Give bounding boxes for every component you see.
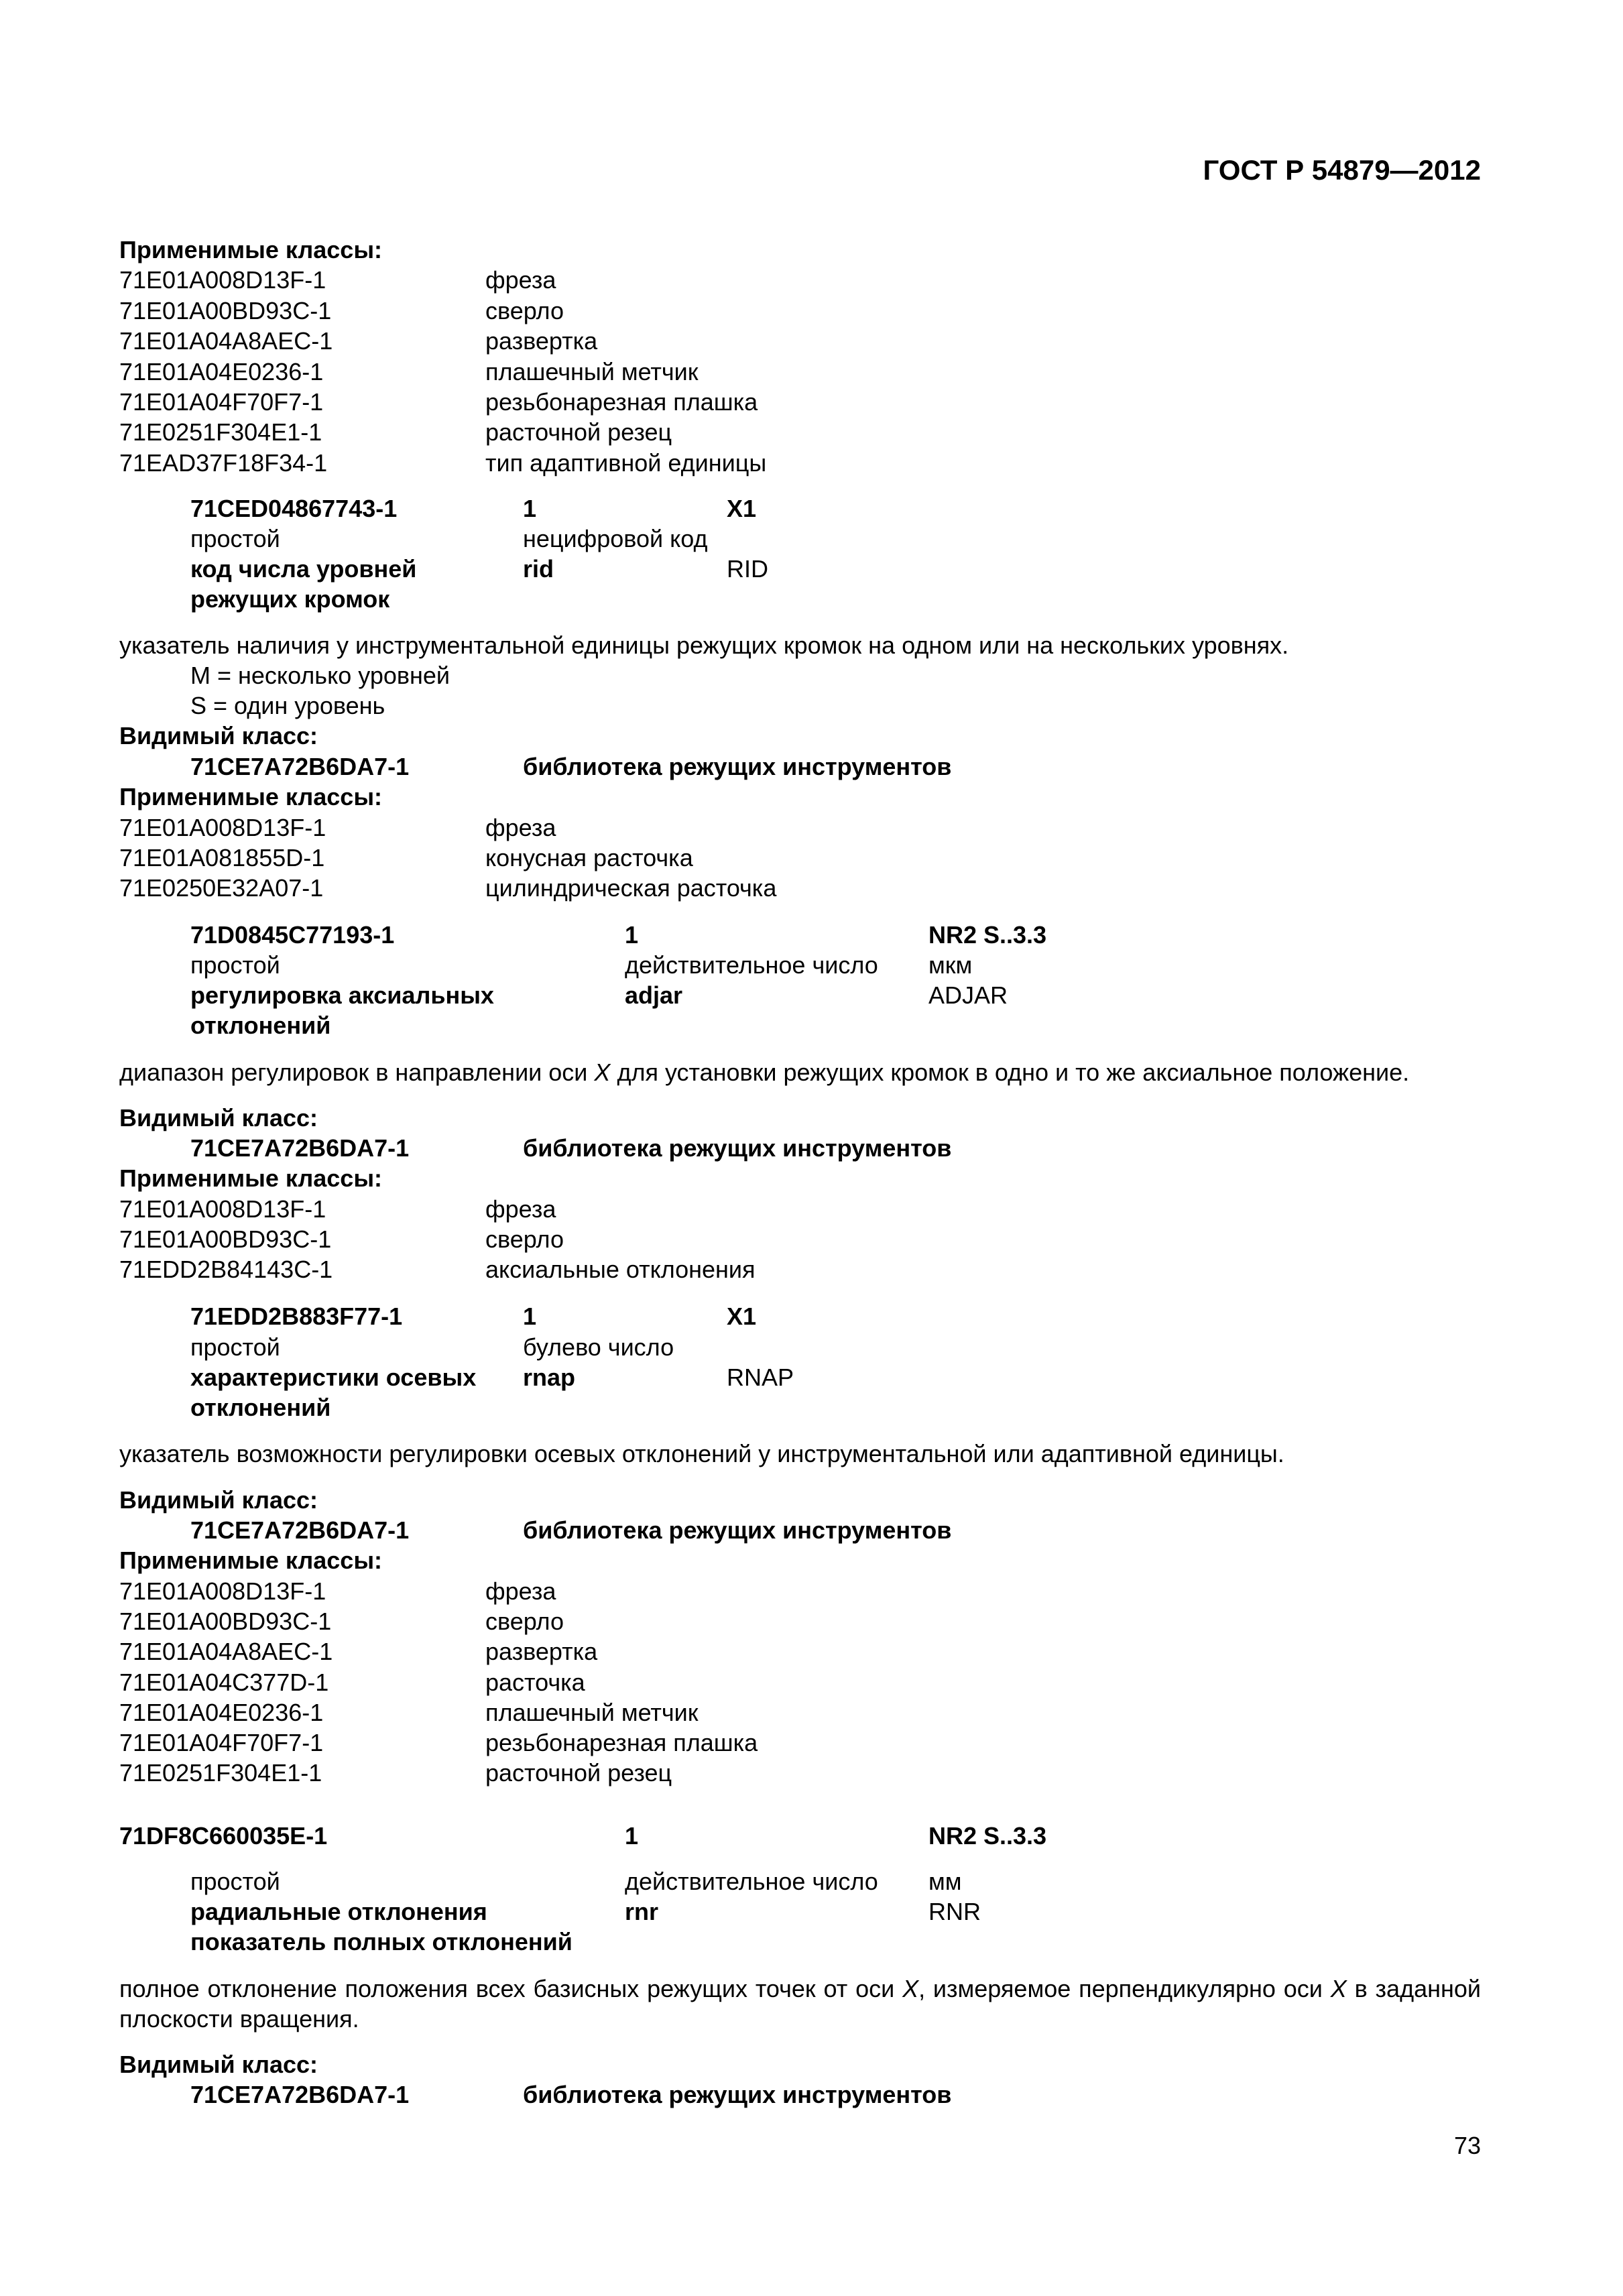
class-name: сверло: [485, 297, 564, 324]
property-datatype: нецифровой код: [523, 525, 708, 552]
class-code: 71E01A04C377D-1: [119, 1669, 329, 1696]
property-name-cont: режущих кромок: [190, 585, 390, 613]
class-name: расточной резец: [485, 1759, 672, 1787]
axis-variable: X: [902, 1975, 919, 2002]
visible-class-name: библиотека режущих инструментов: [523, 1516, 952, 1544]
description-text: в заданной плоскости вращения.: [119, 1975, 1482, 2033]
property-kind: простой: [190, 1868, 280, 1895]
class-name: фреза: [485, 814, 556, 841]
class-name: резьбонарезная плашка: [485, 388, 758, 416]
class-code: 71E01A04F70F7-1: [119, 1729, 324, 1756]
class-name: развертка: [485, 327, 598, 355]
class-name: аксиальные отклонения: [485, 1256, 756, 1283]
class-code: 71EAD37F18F34-1: [119, 449, 328, 477]
class-code: 71E01A008D13F-1: [119, 1577, 326, 1605]
property-unit: мм: [928, 1868, 962, 1895]
property-description: указатель возможности регулировки осевых отклонений у инструментальной или адаптивной единицы.: [119, 1440, 1284, 1467]
property-symbol: rid: [523, 555, 554, 583]
class-code: 71E0251F304E1-1: [119, 1759, 322, 1787]
property-version: 1: [523, 495, 537, 522]
class-code: 71E0250E32A07-1: [119, 874, 324, 902]
visible-class-code: 71CE7A72B6DA7-1: [190, 1516, 410, 1544]
class-code: 71E01A04A8AEC-1: [119, 1638, 333, 1665]
description-text: диапазон регулировок в направлении оси: [119, 1059, 595, 1086]
visible-class-name: библиотека режущих инструментов: [523, 753, 952, 780]
class-name: сверло: [485, 1608, 564, 1635]
class-code: 71E01A008D13F-1: [119, 814, 326, 841]
property-id: 71D0845C77193-1: [190, 921, 395, 949]
class-code: 71E01A04A8AEC-1: [119, 327, 333, 355]
class-name: конусная расточка: [485, 844, 693, 871]
property-name-cont: отклонений: [190, 1394, 331, 1421]
class-code: 71E01A081855D-1: [119, 844, 325, 871]
class-code: 71E01A04E0236-1: [119, 1699, 324, 1726]
class-code: 71E01A00BD93C-1: [119, 1608, 332, 1635]
class-code: 71E01A008D13F-1: [119, 266, 326, 294]
class-name: расточка: [485, 1669, 585, 1696]
property-name: радиальные отклонения: [190, 1898, 487, 1925]
class-name: развертка: [485, 1638, 598, 1665]
visible-class-code: 71CE7A72B6DA7-1: [190, 753, 410, 780]
property-kind: простой: [190, 951, 280, 979]
class-name: фреза: [485, 266, 556, 294]
property-short-name: RNAP: [727, 1364, 794, 1391]
property-description: указатель наличия у инструментальной единицы режущих кромок на одном или на нескольких уровнях.: [119, 631, 1289, 659]
property-kind: простой: [190, 525, 280, 552]
property-id: 71CED04867743-1: [190, 495, 398, 522]
property-name: характеристики осевых: [190, 1364, 477, 1391]
class-name: расточной резец: [485, 418, 672, 446]
visible-class-label: Видимый класс:: [119, 722, 318, 749]
property-format-code: X1: [727, 495, 757, 522]
axis-variable: X: [594, 1059, 611, 1086]
visible-class-label: Видимый класс:: [119, 2051, 318, 2078]
property-datatype: действительное число: [625, 951, 878, 979]
property-format-code: X1: [727, 1303, 757, 1330]
class-code: 71E01A04E0236-1: [119, 358, 324, 385]
property-id: 71DF8C660035E-1: [119, 1822, 328, 1850]
class-name: плашечный метчик: [485, 358, 699, 385]
property-symbol: rnr: [625, 1898, 659, 1925]
property-value: S = один уровень: [190, 692, 385, 719]
class-name: сверло: [485, 1225, 564, 1253]
property-datatype: действительное число: [625, 1868, 878, 1895]
class-code: 71E01A04F70F7-1: [119, 388, 324, 416]
page-number: 73: [1453, 2132, 1481, 2159]
property-version: 1: [625, 921, 639, 949]
property-value: M = несколько уровней: [190, 662, 450, 689]
class-name: тип адаптивной единицы: [485, 449, 767, 477]
property-name-cont: показатель полных отклонений: [190, 1928, 573, 1955]
axis-variable: X: [1330, 1975, 1347, 2002]
applicable-classes-label: Применимые классы:: [119, 1164, 383, 1192]
property-short-name: RNR: [928, 1898, 981, 1925]
property-short-name: RID: [727, 555, 768, 583]
visible-class-label: Видимый класс:: [119, 1104, 318, 1132]
property-name: регулировка аксиальных: [190, 981, 494, 1009]
property-kind: простой: [190, 1333, 280, 1361]
property-short-name: ADJAR: [928, 981, 1008, 1009]
visible-class-name: библиотека режущих инструментов: [523, 2081, 952, 2108]
applicable-classes-label: Применимые классы:: [119, 1547, 383, 1574]
property-datatype: булево число: [523, 1333, 674, 1361]
class-code: 71E01A00BD93C-1: [119, 297, 332, 324]
property-version: 1: [625, 1822, 639, 1850]
class-name: плашечный метчик: [485, 1699, 699, 1726]
visible-class-name: библиотека режущих инструментов: [523, 1134, 952, 1162]
property-format-code: NR2 S..3.3: [928, 1822, 1047, 1850]
description-text: полное отклонение положения всех базисных режущих точек от оси: [119, 1975, 903, 2002]
visible-class-label: Видимый класс:: [119, 1486, 318, 1514]
property-name-cont: отклонений: [190, 1012, 331, 1039]
visible-class-code: 71CE7A72B6DA7-1: [190, 1134, 410, 1162]
visible-class-code: 71CE7A72B6DA7-1: [190, 2081, 410, 2108]
property-version: 1: [523, 1303, 537, 1330]
applicable-classes-label: Применимые классы:: [119, 783, 383, 810]
property-unit: мкм: [928, 951, 973, 979]
description-text: , измеряемое перпендикулярно оси: [918, 1975, 1331, 2002]
property-description: [119, 1057, 1409, 1087]
property-symbol: rnap: [523, 1364, 576, 1391]
class-name: резьбонарезная плашка: [485, 1729, 758, 1756]
class-name: фреза: [485, 1195, 556, 1223]
property-id: 71EDD2B883F77-1: [190, 1303, 403, 1330]
property-description: [119, 1974, 1481, 2034]
class-code: 71EDD2B84143C-1: [119, 1256, 333, 1283]
class-code: 71E01A00BD93C-1: [119, 1225, 332, 1253]
applicable-classes-label: Применимые классы:: [119, 236, 383, 263]
class-name: фреза: [485, 1577, 556, 1605]
property-format-code: NR2 S..3.3: [928, 921, 1047, 949]
description-text: для установки режущих кромок в одно и то же аксиальное положение.: [610, 1059, 1410, 1086]
class-code: 71E01A008D13F-1: [119, 1195, 326, 1223]
class-code: 71E0251F304E1-1: [119, 418, 322, 446]
standard-header: ГОСТ Р 54879—2012: [1203, 154, 1481, 186]
property-symbol: adjar: [625, 981, 683, 1009]
property-name: код числа уровней: [190, 555, 417, 583]
class-name: цилиндрическая расточка: [485, 874, 777, 902]
